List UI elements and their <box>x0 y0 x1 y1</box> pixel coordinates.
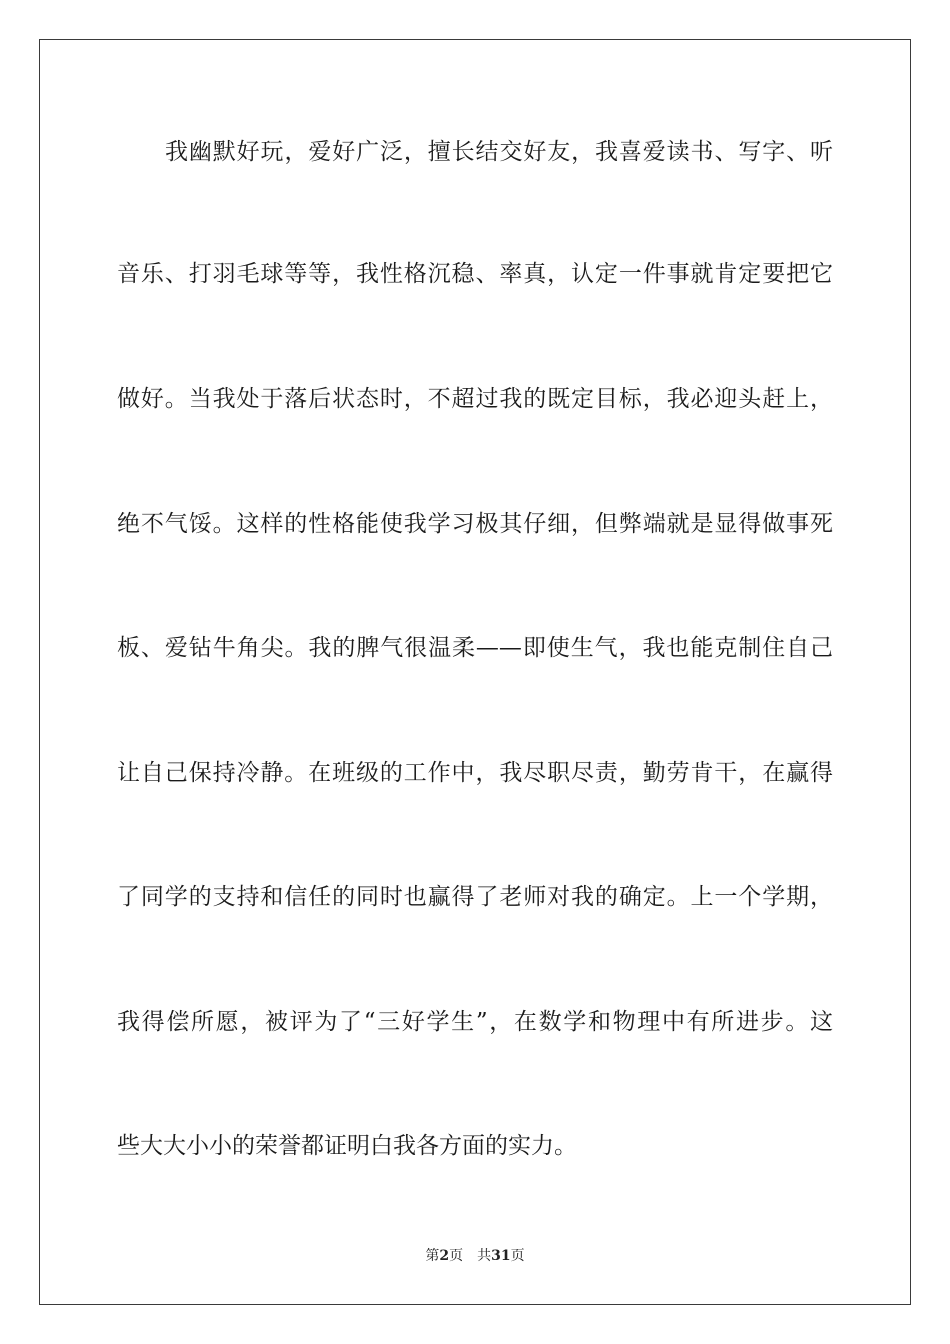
paragraph-line-2: 音乐、打羽毛球等等，我性格沉稳、率真，认定一件事就肯定要把它 <box>117 261 833 287</box>
paragraph-line-5: 板、爱钻牛角尖。我的脾气很温柔——即使生气，我也能克制住自己 <box>117 635 833 661</box>
paragraph-line-9: 些大大小小的荣誉都证明白我各方面的实力。 <box>117 1133 577 1159</box>
page-border <box>39 39 911 1305</box>
footer-page-number: 2 <box>439 1248 450 1264</box>
paragraph-line-3: 做好。当我处于落后状态时，不超过我的既定目标，我必迎头赶上， <box>117 386 833 412</box>
paragraph-line-7: 了同学的支持和信任的同时也赢得了老师对我的确定。上一个学期， <box>117 884 833 910</box>
paragraph-line-1: 我幽默好玩，爱好广泛，擅长结交好友，我喜爱读书、写字、听 <box>165 139 833 165</box>
footer-total-suffix: 页 <box>510 1248 525 1264</box>
footer-total-prefix: 共 <box>477 1248 492 1264</box>
footer-page-suffix: 页 <box>449 1248 464 1264</box>
paragraph-line-4: 绝不气馁。这样的性格能使我学习极其仔细，但弊端就是显得做事死 <box>117 511 833 537</box>
paragraph-line-6: 让自己保持冷静。在班级的工作中，我尽职尽责，勤劳肯干，在赢得 <box>117 760 833 786</box>
footer-page-prefix: 第 <box>425 1248 440 1264</box>
footer-total-number: 31 <box>491 1248 511 1264</box>
paragraph-line-8: 我得偿所愿，被评为了“三好学生”，在数学和物理中有所进步。这 <box>117 1009 833 1035</box>
page-footer <box>0 1245 950 1265</box>
